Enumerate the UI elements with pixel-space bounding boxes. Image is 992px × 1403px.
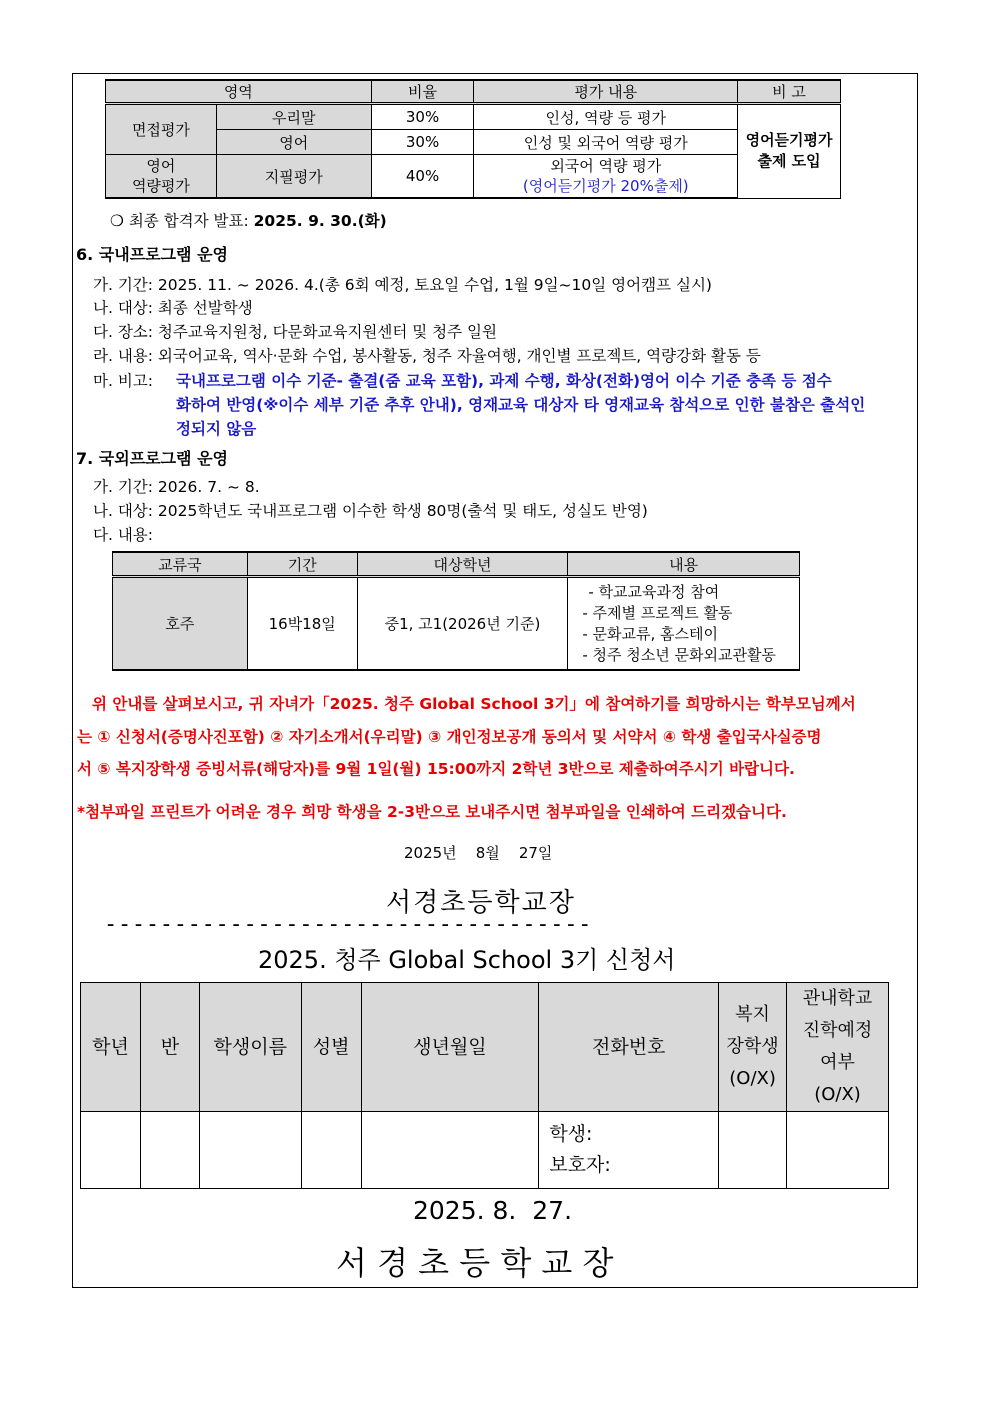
interview-korean-ratio: 30% — [371, 104, 474, 130]
notice-line3: 서 ⑤ 복지장학생 증빙서류(해당자)를 9월 1일(월) 15:00까지 2학년 3반으로 제출하여주시기 바랍니다. — [77, 760, 795, 778]
eval-header-content: 평가 내용 — [474, 80, 738, 104]
section6-note-line2: 화하여 반영(※이수 세부 기준 추후 안내), 영재교육 대상자 타 영재교육 참석으로 인한 불참은 출석인 — [176, 396, 866, 414]
plan-line1: 관내학교 — [802, 988, 873, 1009]
eval-note — [738, 104, 841, 199]
eval-header-ratio: 비율 — [371, 80, 474, 104]
form-birthdate-cell[interactable] — [361, 1112, 539, 1189]
overseas-content-item: - 주제별 프로젝트 활동 — [582, 603, 733, 622]
section6-note-label: 마. 비고: — [93, 372, 153, 390]
overseas-table — [112, 551, 800, 671]
written-test: 지필평가 — [216, 155, 371, 199]
written-test-content-line2: (영어듣기평가 20%출제) — [522, 177, 689, 195]
overseas-period: 16박18일 — [247, 577, 357, 671]
interview-english: 영어 — [216, 130, 371, 155]
section6-period: 가. 기간: 2025. 11. ~ 2026. 4.(총 6회 예정, 토요일 수업, 1월 9일~10일 영어캠프 실시) — [93, 276, 712, 294]
form-school-plan-cell[interactable] — [787, 1112, 889, 1189]
section7-target: 나. 대상: 2025학년도 국내프로그램 이수한 학생 80명(출석 및 태도, 성실도 반영) — [93, 502, 648, 520]
form-grade-cell[interactable] — [81, 1112, 141, 1189]
principal-top: 서경초등학교장 — [386, 888, 576, 918]
welfare-line2: 장학생 — [726, 1036, 779, 1057]
form-header-class: 반 — [140, 983, 199, 1112]
notice-line1: 위 안내를 살펴보시고, 귀 자녀가「2025. 청주 Global School 3기」에 참여하기를 희망하시는 학부모님께서 — [92, 695, 856, 713]
section7-period: 가. 기간: 2026. 7. ~ 8. — [93, 478, 260, 496]
form-phone-cell[interactable] — [539, 1112, 719, 1189]
overseas-content-item: - 학교교육과정 참여 — [588, 582, 720, 601]
form-welfare-cell[interactable] — [719, 1112, 787, 1189]
final-announcement — [110, 209, 387, 231]
section6-note-line1: 국내프로그램 이수 기준- 출결(줌 교육 포함), 과제 수행, 화상(전화)영어 이수 기준 충족 등 점수 — [176, 372, 832, 390]
overseas-content — [568, 577, 800, 671]
eval-note-line2: 출제 도입 — [757, 152, 821, 171]
final-announcement-date: 2025. 9. 30.(화) — [253, 212, 387, 230]
interview-label: 면접평가 — [106, 104, 217, 155]
overseas-header-period: 기간 — [247, 552, 357, 577]
overseas-header-grade: 대상학년 — [357, 552, 568, 577]
phone-student-label: 학생: — [549, 1123, 593, 1145]
interview-english-ratio: 30% — [371, 130, 474, 155]
date-top: 2025년 8월 27일 — [404, 844, 553, 862]
attachment-note: *첨부파일 프린트가 어려운 경우 희망 학생을 2-3반으로 보내주시면 첨부파일을 인쇄하여 드리겠습니다. — [77, 803, 787, 821]
section6-place: 다. 장소: 청주교육지원청, 다문화교육지원센터 및 청주 일원 — [93, 323, 497, 341]
written-test-content-line1: 외국어 역량 평가 — [550, 157, 662, 175]
english-eval-label — [106, 155, 217, 199]
form-class-cell[interactable] — [140, 1112, 199, 1189]
phone-guardian-label: 보호자: — [549, 1154, 611, 1176]
form-header-school-plan — [787, 983, 889, 1112]
overseas-header-country: 교류국 — [113, 552, 248, 577]
eval-note-line1: 영어듣기평가 — [745, 131, 833, 150]
interview-english-content: 인성 및 외국어 역량 평가 — [474, 130, 738, 155]
interview-korean-content: 인성, 역량 등 평가 — [474, 104, 738, 130]
form-header-birthdate: 생년월일 — [361, 983, 539, 1112]
plan-line4: (O/X) — [814, 1084, 861, 1105]
written-test-content — [474, 155, 738, 199]
evaluation-table — [105, 79, 841, 199]
form-name-cell[interactable] — [199, 1112, 301, 1189]
overseas-content-item: - 문화교류, 홈스테이 — [582, 624, 718, 643]
form-header-welfare — [719, 983, 787, 1112]
overseas-grade: 중1, 고1(2026년 기준) — [357, 577, 568, 671]
form-title: 2025. 청주 Global School 3기 신청서 — [258, 946, 676, 974]
plan-line2: 진학예정 — [802, 1020, 873, 1041]
notice-line2: 는 ① 신청서(증명사진포함) ② 자기소개서(우리말) ③ 개인정보공개 동의서 및 서약서 ④ 학생 출입국사실증명 — [77, 728, 822, 746]
written-test-ratio: 40% — [371, 155, 474, 199]
welfare-line3: (O/X) — [729, 1068, 776, 1089]
section6-note-line3: 정되지 않음 — [176, 420, 257, 438]
overseas-header-content: 내용 — [568, 552, 800, 577]
principal-bottom: 서 경 초 등 학 교 장 — [336, 1244, 614, 1282]
section7-title: 7. 국외프로그램 운영 — [76, 449, 228, 468]
eval-header-note: 비 고 — [738, 80, 841, 104]
welfare-line1: 복지 — [735, 1004, 770, 1025]
form-header-student-name: 학생이름 — [199, 983, 301, 1112]
form-header-phone: 전화번호 — [539, 983, 719, 1112]
final-announcement-label: ❍ 최종 합격자 발표: — [110, 212, 254, 230]
section7-content-label: 다. 내용: — [93, 526, 153, 544]
overseas-country: 호주 — [113, 577, 248, 671]
application-form-table — [80, 982, 889, 1189]
english-eval-label-line1: 영어 — [146, 157, 176, 175]
section6-target: 나. 대상: 최종 선발학생 — [93, 299, 253, 317]
section6-title: 6. 국내프로그램 운영 — [76, 245, 228, 264]
eval-header-area: 영역 — [106, 80, 372, 104]
english-eval-label-line2: 역량평가 — [131, 177, 190, 195]
form-header-gender: 성별 — [301, 983, 361, 1112]
form-header-grade: 학년 — [81, 983, 141, 1112]
form-gender-cell[interactable] — [301, 1112, 361, 1189]
date-bottom: 2025. 8. 27. — [413, 1196, 573, 1225]
cut-line: ----------------------------------- — [104, 912, 593, 937]
plan-line3: 여부 — [820, 1052, 855, 1073]
interview-korean: 우리말 — [216, 104, 371, 130]
section6-content: 라. 내용: 외국어교육, 역사·문화 수업, 봉사활동, 청주 자율여행, 개인별 프로젝트, 역량강화 활동 등 — [93, 347, 761, 365]
overseas-content-item: - 청주 청소년 문화외교관활동 — [582, 645, 776, 664]
